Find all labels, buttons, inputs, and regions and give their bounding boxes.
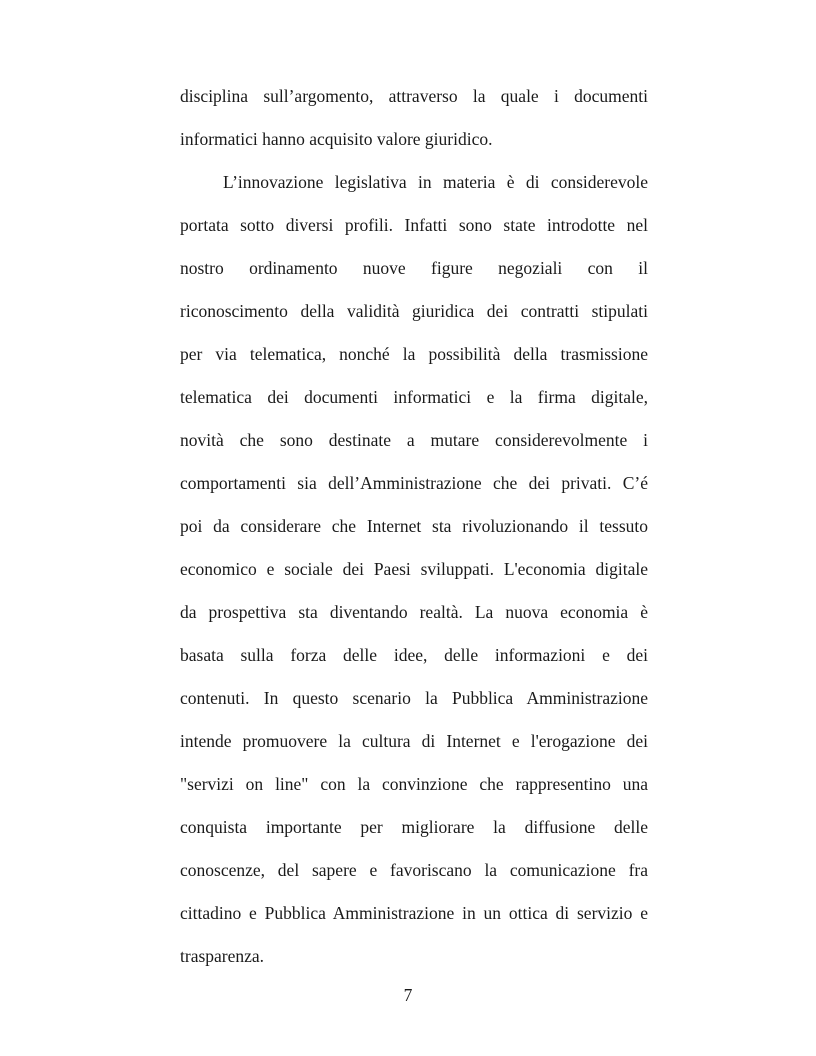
paragraph-first-line: L’innovazione legislativa in materia è di considerevole bbox=[223, 172, 648, 192]
text-line: informatici hanno acquisito valore giuridico. bbox=[180, 129, 493, 149]
text-line: riconoscimento della validità giuridica dei contratti stipulati bbox=[180, 301, 648, 321]
text-line: poi da considerare che Internet sta rivoluzionando il tessuto bbox=[180, 516, 648, 536]
text-line: economico e sociale dei Paesi sviluppati. L'economia digitale bbox=[180, 559, 648, 579]
body-text bbox=[180, 80, 648, 983]
text-line: novità che sono destinate a mutare considerevolmente i bbox=[180, 430, 648, 450]
text-line: intende promuovere la cultura di Internet e l'erogazione dei bbox=[180, 731, 648, 751]
text-line: trasparenza. bbox=[180, 946, 265, 966]
text-line: comportamenti sia dell’Amministrazione che dei privati. C’é bbox=[180, 473, 648, 493]
text-line: telematica dei documenti informatici e la firma digitale, bbox=[180, 387, 648, 407]
text-line: basata sulla forza delle idee, delle informazioni e dei bbox=[180, 645, 648, 665]
text-line: "servizi on line" con la convinzione che rappresentino una bbox=[180, 774, 648, 794]
text-line: nostro ordinamento nuove figure negoziali con il bbox=[180, 258, 648, 278]
text-line: da prospettiva sta diventando realtà. La nuova economia è bbox=[180, 602, 648, 622]
text-line: contenuti. In questo scenario la Pubblica Amministrazione bbox=[180, 688, 648, 708]
text-line: portata sotto diversi profili. Infatti sono state introdotte nel bbox=[180, 215, 648, 235]
text-line: per via telematica, nonché la possibilità della trasmissione bbox=[180, 344, 648, 364]
text-line: conoscenze, del sapere e favoriscano la comunicazione fra bbox=[180, 860, 648, 880]
text-line: conquista importante per migliorare la diffusione delle bbox=[180, 817, 648, 837]
text-line: disciplina sull’argomento, attraverso la quale i documenti bbox=[180, 86, 648, 106]
text-line: cittadino e Pubblica Amministrazione in un ottica di servizio e bbox=[180, 903, 648, 923]
page-number: 7 bbox=[403, 985, 413, 1005]
